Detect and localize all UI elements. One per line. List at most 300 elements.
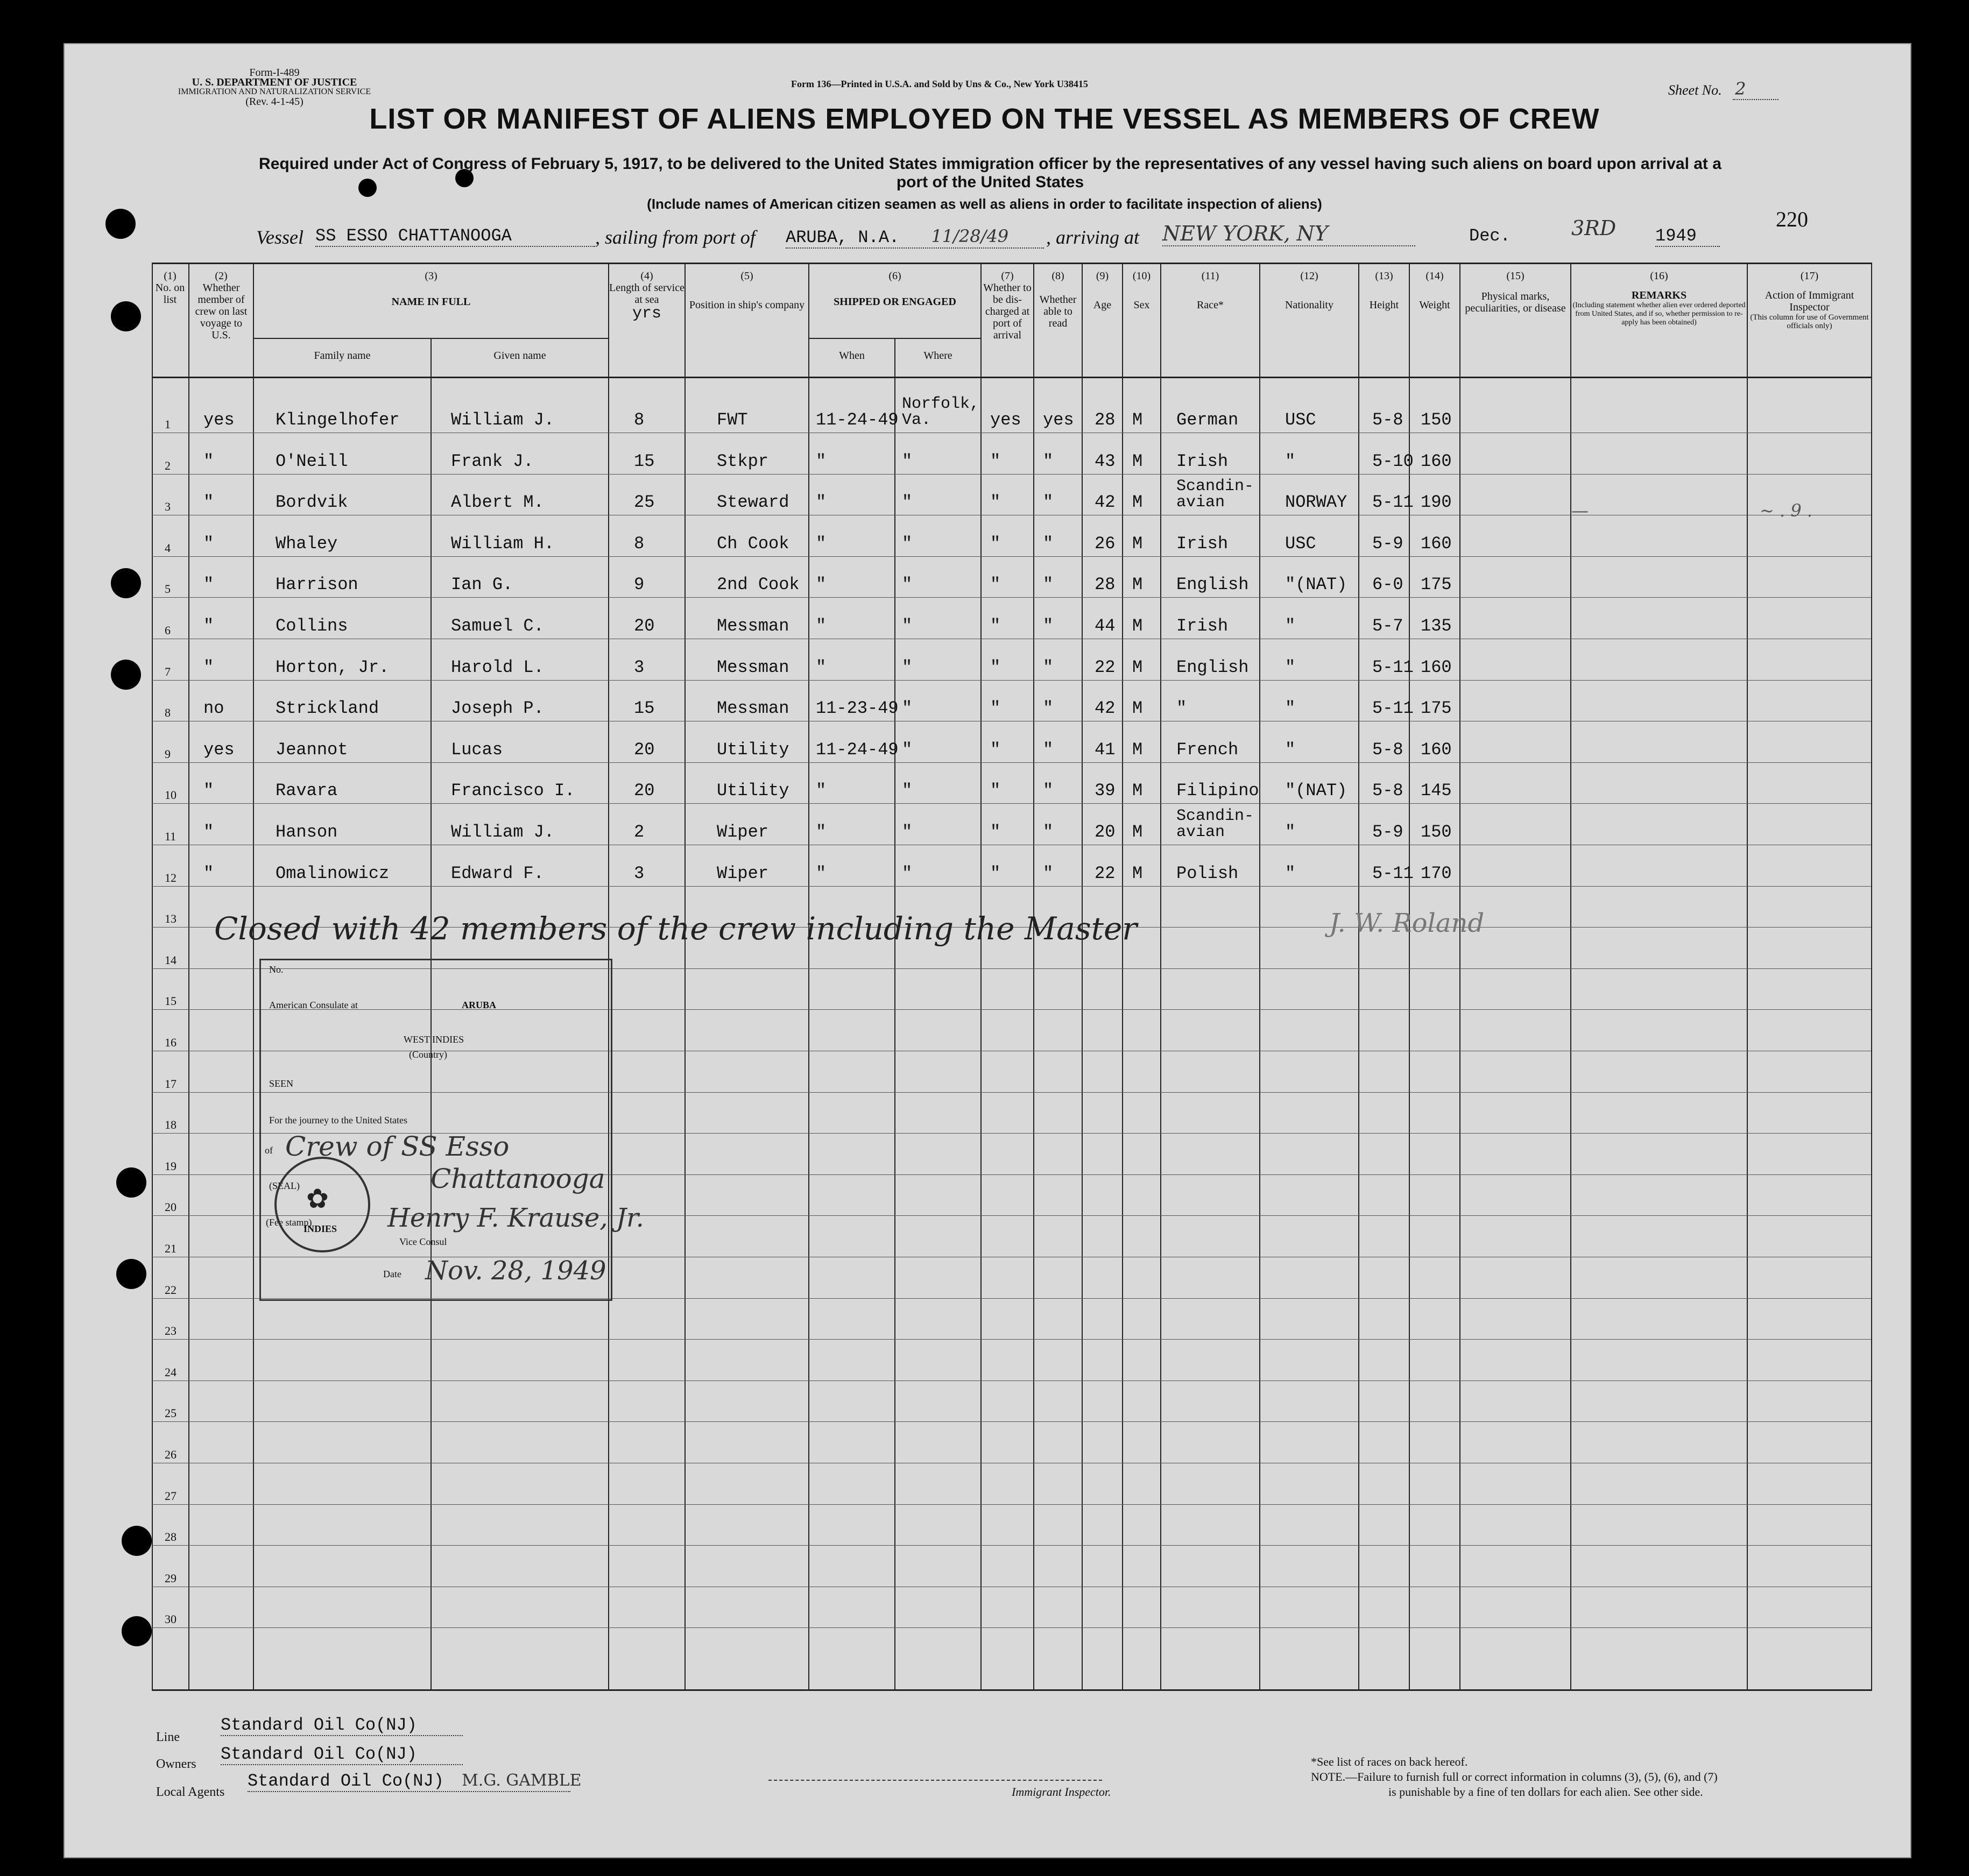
col9-header: [1083, 270, 1122, 311]
cell-sex: M: [1132, 822, 1143, 842]
subtitle: [188, 155, 1792, 192]
cell-position: FWT: [717, 410, 748, 430]
cell-when: ": [816, 822, 827, 842]
col9-num: (9): [1096, 270, 1109, 282]
cell-when: 11-24-49: [816, 410, 899, 430]
stamp-date-hand: Nov. 28, 1949: [425, 1256, 606, 1286]
cell-age: 22: [1095, 657, 1116, 677]
cell-disch: ": [990, 657, 1001, 677]
cell-position: Wiper: [717, 863, 769, 883]
punch-hole: [122, 1526, 152, 1556]
row-number: 23: [165, 1324, 177, 1337]
cell-sex: M: [1132, 492, 1143, 512]
cell-race: Polish: [1176, 863, 1239, 883]
footer-note1: *See list of races on back hereof.: [1311, 1755, 1468, 1768]
cell-when: ": [816, 781, 827, 801]
owners-label: Owners: [156, 1757, 196, 1771]
cell-weight: 160: [1421, 740, 1452, 760]
cell-weight: 145: [1421, 781, 1452, 801]
cell-disch: ": [990, 740, 1001, 760]
row-number: 19: [165, 1159, 177, 1173]
punch-hole: [122, 1616, 152, 1646]
cell-sex: M: [1132, 451, 1143, 471]
cell-when: 11-23-49: [816, 698, 899, 718]
punch-hole: [105, 209, 136, 239]
cell-service: 15: [634, 451, 655, 471]
cell-position: Steward: [717, 492, 789, 512]
cell-weight: 190: [1421, 492, 1452, 512]
cell-last: ": [203, 863, 214, 883]
footer-note3: is punishable by a fine of ten dollars for each alien. See other side.: [1388, 1785, 1703, 1799]
cell-race: English: [1176, 575, 1249, 594]
cell-sex: M: [1132, 410, 1143, 430]
col3-label: NAME IN FULL: [391, 296, 471, 308]
cell-nat: ": [1285, 822, 1296, 842]
cell-position: Utility: [717, 781, 789, 801]
cell-given: Albert M.: [451, 492, 544, 512]
row-number: 11: [165, 830, 177, 843]
cell-last: ": [203, 616, 214, 636]
cell-read: ": [1043, 657, 1054, 677]
remark-mark: —: [1571, 500, 1589, 521]
cell-where: ": [902, 616, 913, 636]
punch-hole: [116, 1259, 146, 1289]
row-number: 20: [165, 1200, 177, 1214]
row-number: 30: [165, 1612, 177, 1626]
form-number: Form-I-489: [249, 67, 300, 79]
col11-num: (11): [1201, 270, 1219, 282]
cell-race: Scandin-avian: [1176, 477, 1254, 512]
row-number: 14: [165, 953, 177, 967]
cell-where: ": [902, 534, 913, 554]
col8-header: [1034, 270, 1082, 329]
cell-given: Lucas: [451, 740, 503, 760]
cell-nat: "(NAT): [1285, 575, 1347, 594]
consular-seal-icon: [274, 1157, 370, 1252]
row-number: 22: [165, 1283, 177, 1297]
cell-last: ": [203, 822, 214, 842]
col12-num: (12): [1300, 270, 1318, 282]
row-number: 21: [165, 1242, 177, 1255]
seal-text: INDIES: [304, 1223, 337, 1234]
sheet-no-value: 2: [1733, 79, 1778, 100]
col16-header: [1571, 270, 1747, 327]
subtitle-note: (Include names of American citizen seamen as well as aliens in order to facilitate inspection of aliens): [647, 196, 1322, 212]
revision: (Rev. 4-1-45): [245, 96, 304, 108]
cell-last: ": [203, 492, 214, 512]
cell-service: 20: [634, 781, 655, 801]
cell-given: William J.: [451, 410, 555, 430]
cell-age: 43: [1095, 451, 1116, 471]
cell-weight: 170: [1421, 863, 1452, 883]
cell-read: ": [1043, 822, 1054, 842]
subtitle-line1: Required under Act of Congress of February 5, 1917, to be delivered to the United States immigration officer by the representatives of any vessel having such aliens on board upon arrival at a: [259, 155, 1721, 173]
cell-family: Jeannot: [276, 740, 348, 760]
col14-header: [1410, 270, 1459, 311]
closing-note: Closed with 42 members of the crew including the Master: [214, 910, 1137, 947]
cell-position: Messman: [717, 616, 789, 636]
row-number: 12: [165, 871, 177, 884]
inspector-label: Immigrant Inspector.: [1012, 1785, 1111, 1799]
col3-header: [254, 270, 608, 308]
agents-value-line: [248, 1771, 582, 1792]
cell-age: 22: [1095, 863, 1116, 883]
cell-race: Irish: [1176, 534, 1229, 554]
cell-last: ": [203, 451, 214, 471]
row-number: 5: [165, 582, 171, 596]
service: IMMIGRATION AND NATURALIZATION SERVICE: [178, 87, 371, 96]
cell-family: Ravara: [276, 781, 338, 801]
col1-label: No. on list: [155, 282, 185, 306]
row-number: 17: [165, 1077, 177, 1091]
cell-disch: ": [990, 616, 1001, 636]
cell-last: yes: [203, 410, 235, 430]
cell-when: ": [816, 863, 827, 883]
col8-label: Whether able to read: [1039, 294, 1077, 329]
col7-label: Whether to be dis-charged at port of arrival: [983, 282, 1032, 341]
col11-header: [1161, 270, 1259, 311]
cell-family: Bordvik: [276, 492, 348, 512]
cell-height: 5-9: [1372, 534, 1403, 554]
cell-given: William J.: [451, 822, 555, 842]
row-divider: [152, 680, 1871, 681]
cell-family: Horton, Jr.: [276, 657, 390, 677]
cell-nat: ": [1285, 698, 1296, 718]
footer-note2: NOTE.—Failure to furnish full or correct information in columns (3), (5), (6), and (7): [1311, 1770, 1718, 1783]
printer-line: Form 136—Printed in U.S.A. and Sold by Uns & Co., New York U38415: [791, 79, 1088, 89]
cell-when: 11-24-49: [816, 740, 899, 760]
cell-family: Omalinowicz: [276, 863, 390, 883]
cell-sex: M: [1132, 616, 1143, 636]
arrival-port: NEW YORK, NY: [1162, 222, 1415, 246]
cell-race: ": [1176, 698, 1187, 718]
cell-given: Samuel C.: [451, 616, 544, 636]
cell-nat: ": [1285, 451, 1296, 471]
cell-service: 9: [634, 575, 645, 594]
cell-where: ": [902, 822, 913, 842]
punch-hole: [111, 660, 141, 690]
row-divider: [152, 886, 1871, 887]
row-number: 2: [165, 459, 171, 472]
row-divider: [152, 1339, 1871, 1340]
row-divider: [152, 1421, 1871, 1422]
row-number: 15: [165, 994, 177, 1008]
col7-header: [982, 270, 1033, 341]
agents-label: Local Agents: [156, 1785, 225, 1799]
col4-unit: yrs: [632, 305, 661, 323]
page-number: 220: [1776, 207, 1808, 231]
cell-nat: USC: [1285, 534, 1316, 554]
col7-num: (7): [1001, 270, 1014, 282]
cell-race: Filipino: [1176, 781, 1259, 801]
cell-read: yes: [1043, 410, 1074, 430]
col13-num: (13): [1375, 270, 1393, 282]
stamp-seal-label: (SEAL): [269, 1180, 300, 1191]
cell-read: ": [1043, 863, 1054, 883]
cell-family: Hanson: [276, 822, 338, 842]
row-number: 16: [165, 1036, 177, 1049]
stamp-signature: Henry F. Krause, Jr.: [387, 1203, 644, 1233]
row-divider: [152, 1627, 1871, 1628]
cell-nat: ": [1285, 740, 1296, 760]
stamp-seen: SEEN: [269, 1078, 293, 1089]
cell-given: Edward F.: [451, 863, 544, 883]
cell-last: ": [203, 534, 214, 554]
col15-header: [1460, 270, 1570, 314]
cell-read: ": [1043, 451, 1054, 471]
col12-header: [1260, 270, 1358, 311]
col9-label: Age: [1093, 299, 1112, 311]
row-divider: [152, 803, 1871, 804]
cell-race: Irish: [1176, 616, 1229, 636]
col14-num: (14): [1425, 270, 1444, 282]
row-divider: [152, 474, 1871, 475]
cell-read: ": [1043, 492, 1054, 512]
cell-nat: USC: [1285, 410, 1316, 430]
cell-disch: ": [990, 451, 1001, 471]
vessel-name: SS ESSO CHATTANOOGA: [315, 226, 595, 247]
row-number: 1: [165, 417, 171, 431]
cell-nat: ": [1285, 616, 1296, 636]
cell-last: ": [203, 575, 214, 594]
inspector-signature-line: [768, 1780, 1102, 1781]
cell-height: 5-11: [1372, 863, 1414, 883]
cell-family: Harrison: [276, 575, 358, 594]
col11-label: Race*: [1197, 299, 1224, 311]
cell-weight: 160: [1421, 451, 1452, 471]
cell-weight: 175: [1421, 575, 1452, 594]
cell-given: Joseph P.: [451, 698, 544, 718]
cell-height: 5-11: [1372, 492, 1414, 512]
cell-disch: ": [990, 863, 1001, 883]
cell-family: Klingelhofer: [276, 410, 400, 430]
cell-race: Irish: [1176, 451, 1229, 471]
col6-header: [809, 270, 980, 308]
departure-port: [786, 226, 1044, 249]
cell-where: ": [902, 492, 913, 512]
cell-position: 2nd Cook: [717, 575, 800, 594]
cell-where: ": [902, 657, 913, 677]
cell-read: ": [1043, 698, 1054, 718]
col17-label: Action of Immigrant Inspector: [1765, 289, 1854, 313]
sailing-label: , sailing from port of: [595, 226, 756, 248]
cell-height: 5-7: [1372, 616, 1403, 636]
stamp-consulate-label: American Consulate at: [269, 1000, 358, 1010]
cell-last: no: [203, 698, 224, 718]
cell-service: 20: [634, 740, 655, 760]
cell-height: 6-0: [1372, 575, 1403, 594]
sheet-number: [1668, 79, 1779, 99]
cell-disch: ": [990, 534, 1001, 554]
row-number: 10: [165, 788, 177, 802]
stamp-journey: For the journey to the United States: [269, 1115, 407, 1125]
cell-last: yes: [203, 740, 235, 760]
col5-label: Position in ship's company: [689, 299, 805, 311]
agents-value: Standard Oil Co(NJ): [248, 1771, 444, 1791]
cell-age: 28: [1095, 575, 1116, 594]
inspector-mark: ~ . 9 .: [1760, 500, 1813, 521]
row-number: 29: [165, 1571, 177, 1585]
cell-weight: 160: [1421, 534, 1452, 554]
cell-race: French: [1176, 740, 1239, 760]
cell-where: ": [902, 575, 913, 594]
arrival-month: Dec.: [1469, 226, 1511, 246]
cell-given: Ian G.: [451, 575, 513, 594]
col2-label: Whether member of crew on last voyage to U.S.: [195, 282, 248, 341]
cell-position: Wiper: [717, 822, 769, 842]
cell-sex: M: [1132, 657, 1143, 677]
col5-num: (5): [740, 270, 753, 282]
cell-sex: M: [1132, 740, 1143, 760]
stamp-no-label: No.: [269, 964, 284, 975]
cell-disch: ": [990, 822, 1001, 842]
subtitle-line2: port of the United States: [896, 173, 1084, 191]
family-name-header: Family name: [314, 350, 371, 362]
cell-where: ": [902, 781, 913, 801]
cell-race: English: [1176, 657, 1249, 677]
cell-race: Scandin-avian: [1176, 807, 1254, 841]
line-label: Line: [156, 1730, 180, 1744]
row-number: 24: [165, 1365, 177, 1379]
cell-given: William H.: [451, 534, 555, 554]
cell-height: 5-8: [1372, 410, 1403, 430]
cell-family: Collins: [276, 616, 348, 636]
col16-label: REMARKS: [1631, 289, 1687, 301]
cell-service: 25: [634, 492, 655, 512]
cell-age: 42: [1095, 698, 1116, 718]
cell-height: 5-10: [1372, 451, 1414, 471]
sheet-label: Sheet No.: [1668, 82, 1722, 98]
cell-when: ": [816, 616, 827, 636]
cell-service: 3: [634, 657, 645, 677]
cell-read: ": [1043, 575, 1054, 594]
col4-header: [609, 270, 684, 323]
col10-label: Sex: [1133, 299, 1150, 311]
cell-weight: 150: [1421, 410, 1452, 430]
col13-header: [1359, 270, 1409, 311]
row-divider: [152, 762, 1871, 763]
col2-num: (2): [215, 270, 228, 282]
cell-where: Norfolk, Va.: [902, 395, 980, 429]
row-divider: [152, 597, 1871, 598]
cell-service: 20: [634, 616, 655, 636]
cell-disch: ": [990, 492, 1001, 512]
col6-label: SHIPPED OR ENGAGED: [834, 296, 956, 308]
col2-header: [189, 270, 253, 341]
agents-hand: M.G. GAMBLE: [462, 1771, 582, 1790]
cell-position: Messman: [717, 698, 789, 718]
row-number: 9: [165, 747, 171, 761]
punch-hole: [116, 1167, 146, 1198]
cell-service: 3: [634, 863, 645, 883]
col14-label: Weight: [1419, 299, 1450, 311]
col6-num: (6): [888, 270, 901, 282]
cell-read: ": [1043, 534, 1054, 554]
cell-when: ": [816, 451, 827, 471]
agency-block: [178, 68, 371, 107]
stamp-of-label: of: [265, 1145, 273, 1156]
cell-family: Strickland: [276, 698, 379, 718]
cell-position: Ch Cook: [717, 534, 789, 554]
col13-label: Height: [1369, 299, 1399, 311]
cell-age: 39: [1095, 781, 1116, 801]
cell-where: ": [902, 698, 913, 718]
stamp-fee-label: (Fee stamp): [266, 1217, 312, 1228]
row-number: 13: [165, 912, 177, 925]
seal-emblem-icon: ✿: [306, 1184, 329, 1214]
arrival-year: 1949: [1655, 226, 1720, 247]
arriving-label: , arriving at: [1046, 226, 1140, 248]
cell-given: Frank J.: [451, 451, 534, 471]
row-divider: [152, 1545, 1871, 1546]
stamp-country: WEST INDIES: [404, 1034, 464, 1045]
stamp-vessel-hand2: Chattanooga: [431, 1163, 605, 1194]
cell-weight: 175: [1421, 698, 1452, 718]
row-divider: [152, 556, 1871, 557]
col17-num: (17): [1800, 270, 1819, 282]
arrival-day: 3RD: [1571, 216, 1617, 240]
col4-num: (4): [640, 270, 653, 282]
cell-service: 2: [634, 822, 645, 842]
col1-header: [152, 270, 188, 306]
row-number: 3: [165, 500, 171, 513]
cell-disch: yes: [990, 410, 1021, 430]
col15-num: (15): [1506, 270, 1525, 282]
cell-where: ": [902, 451, 913, 471]
cell-last: ": [203, 781, 214, 801]
col1-num: (1): [164, 270, 177, 282]
cell-height: 5-9: [1372, 822, 1403, 842]
col3-num: (3): [425, 270, 437, 282]
cell-height: 5-11: [1372, 657, 1414, 677]
row-number: 26: [165, 1448, 177, 1461]
col16-note: (Including statement whether alien ever ordered deported from United States, and if so, whether permission to re-apply has been obtained): [1572, 301, 1746, 327]
cell-when: ": [816, 657, 827, 677]
col16-num: (16): [1650, 270, 1668, 282]
cell-where: ": [902, 863, 913, 883]
row-number: 27: [165, 1489, 177, 1503]
row-number: 6: [165, 624, 171, 637]
row-number: 28: [165, 1530, 177, 1544]
col10-num: (10): [1132, 270, 1151, 282]
owners-value: Standard Oil Co(NJ): [221, 1744, 463, 1765]
cell-nat: NORWAY: [1285, 492, 1347, 512]
punch-hole: [111, 568, 141, 598]
cell-when: ": [816, 492, 827, 512]
cell-height: 5-8: [1372, 781, 1403, 801]
cell-service: 15: [634, 698, 655, 718]
cell-race: German: [1176, 410, 1239, 430]
cell-disch: ": [990, 575, 1001, 594]
stamp-vice-consul: Vice Consul: [399, 1236, 447, 1247]
cell-position: Stkpr: [717, 451, 769, 471]
cell-where: ": [902, 740, 913, 760]
cell-age: 41: [1095, 740, 1116, 760]
cell-sex: M: [1132, 863, 1143, 883]
cell-read: ": [1043, 616, 1054, 636]
cell-nat: "(NAT): [1285, 781, 1347, 801]
cell-height: 5-8: [1372, 740, 1403, 760]
page-title: LIST OR MANIFEST OF ALIENS EMPLOYED ON THE VESSEL AS MEMBERS OF CREW: [369, 103, 1600, 135]
cell-sex: M: [1132, 575, 1143, 594]
col12-label: Nationality: [1285, 299, 1333, 311]
cell-weight: 150: [1421, 822, 1452, 842]
cell-family: Whaley: [276, 534, 338, 554]
cell-age: 44: [1095, 616, 1116, 636]
col15-label: Physical marks, peculiarities, or disease: [1465, 291, 1566, 314]
stamp-date-label: Date: [383, 1269, 401, 1279]
col17-note: (This column for use of Government officials only): [1750, 313, 1869, 330]
